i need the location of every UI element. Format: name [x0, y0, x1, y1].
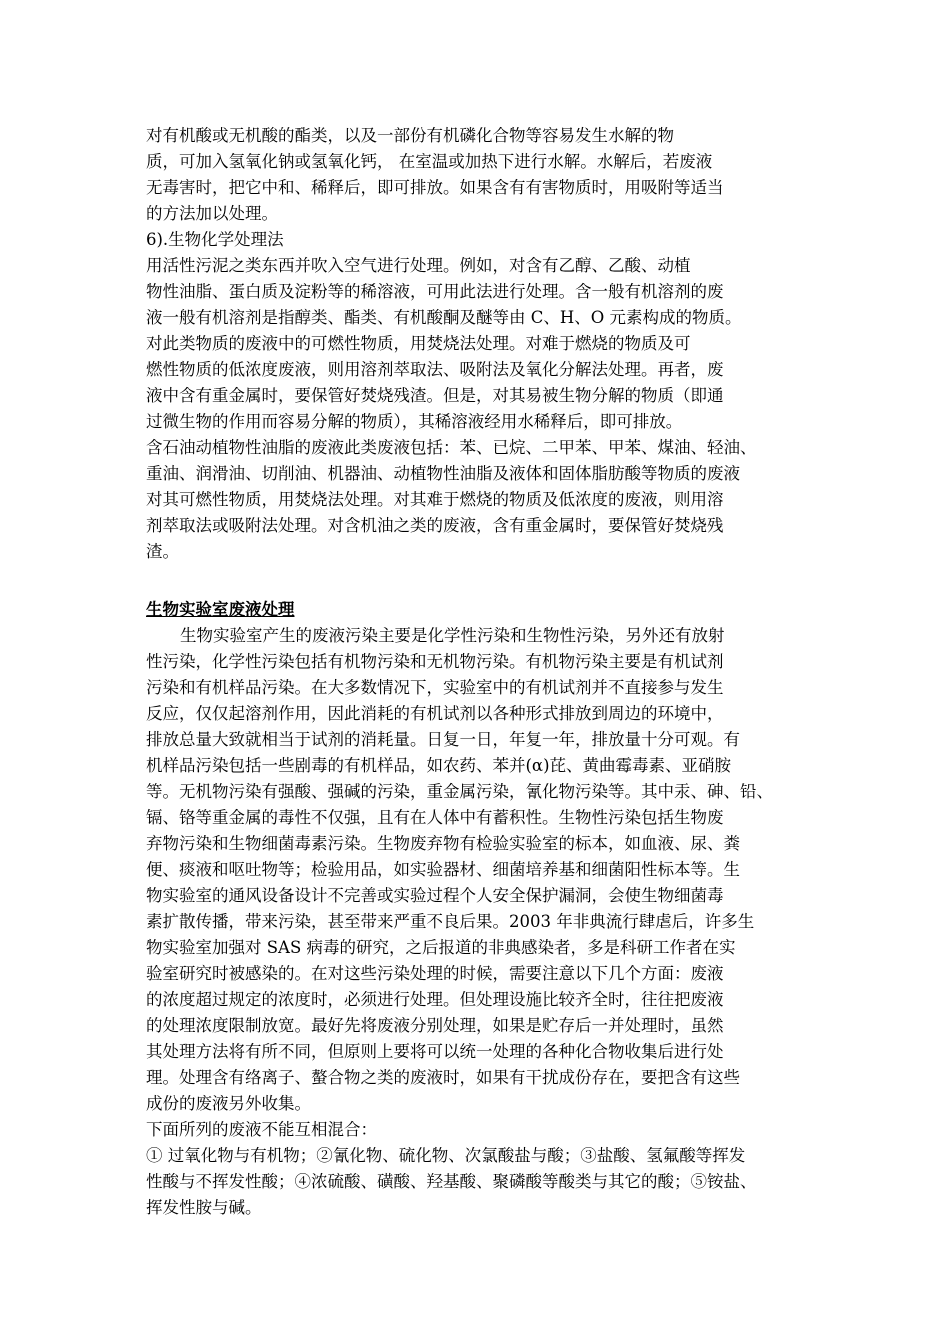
text-line: 燃性物质的低浓度废液，则用溶剂萃取法、吸附法及氧化分解法处理。再者，废: [146, 360, 724, 379]
text-line: 无毒害时，把它中和、稀释后，即可排放。如果含有有害物质时，用吸附等适当: [146, 178, 724, 197]
text-line: 等。无机物污染有强酸、强碱的污染，重金属污染，氰化物污染等。其中汞、砷、铅、: [146, 782, 773, 801]
text-line: 其处理方法将有所不同，但原则上要将可以统一处理的各种化合物收集后进行处: [146, 1042, 724, 1061]
list-line: 挥发性胺与碱。: [146, 1198, 262, 1217]
text-line: 质，可加入氢氧化钠或氢氧化钙， 在室温或加热下进行水解。水解后，若废液: [146, 152, 713, 171]
text-line: 反应，仅仅起溶剂作用，因此消耗的有机试剂以各种形式排放到周边的环境中，: [146, 704, 724, 723]
text-line: 物性油脂、蛋白质及淀粉等的稀溶液，可用此法进行处理。含一般有机溶剂的废: [146, 282, 724, 301]
text-line: 对有机酸或无机酸的酯类，以及一部份有机磷化合物等容易发生水解的物: [146, 126, 674, 145]
list-line: 性酸与不挥发性酸；④浓硫酸、磺酸、羟基酸、聚磷酸等酸类与其它的酸；⑤铵盐、: [146, 1172, 757, 1191]
text-line: 对其可燃性物质，用焚烧法处理。对其难于燃烧的物质及低浓度的废液，则用溶: [146, 490, 724, 509]
text-line: 过微生物的作用而容易分解的物质），其稀溶液经用水稀释后，即可排放。: [146, 412, 683, 431]
list-line: ① 过氧化物与有机物；②氰化物、硫化物、次氯酸盐与酸；③盐酸、氢氟酸等挥发: [146, 1146, 746, 1165]
text-line: 机样品污染包括一些剧毒的有机样品，如农药、苯并(α)芘、黄曲霉毒素、亚硝胺: [146, 756, 732, 775]
text-line: 验室研究时被感染的。在对这些污染处理的时候，需要注意以下几个方面：废液: [146, 964, 724, 983]
text-line: 生物实验室产生的废液污染主要是化学性污染和生物性污染，另外还有放射: [180, 626, 725, 645]
text-line: 便、痰液和呕吐物等；检验用品，如实验器材、细菌培养基和细菌阳性标本等。生: [146, 860, 740, 879]
text-line: 的方法加以处理。: [146, 204, 278, 223]
text-line: 污染和有机样品污染。在大多数情况下，实验室中的有机试剂并不直接参与发生: [146, 678, 724, 697]
text-line: 的处理浓度限制放宽。最好先将废液分别处理，如果是贮存后一并处理时，虽然: [146, 1016, 724, 1035]
text-line: 含石油动植物性油脂的废液此类废液包括：苯、已烷、二甲苯、甲苯、煤油、轻油、: [146, 438, 757, 457]
text-line: 液中含有重金属时，要保管好焚烧残渣。但是，对其易被生物分解的物质（即通: [146, 386, 724, 405]
text-line: 镉、铬等重金属的毒性不仅强，且有在人体中有蓄积性。生物性污染包括生物废: [146, 808, 724, 827]
text-line: 下面所列的废液不能互相混合：: [146, 1120, 377, 1139]
section-title: 生物实验室废液处理: [146, 600, 295, 619]
text-line: 素扩散传播，带来污染，甚至带来严重不良后果。2003 年非典流行肆虐后，许多生: [146, 912, 755, 931]
text-line: 渣。: [146, 542, 179, 561]
text-line: 理。处理含有络离子、螯合物之类的废液时，如果有干扰成份存在，要把含有这些: [146, 1068, 740, 1087]
text-line: 物实验室加强对 SAS 病毒的研究，之后报道的非典感染者，多是科研工作者在实: [146, 938, 736, 957]
text-line: 重油、润滑油、切削油、机器油、动植物性油脂及液体和固体脂肪酸等物质的废液: [146, 464, 740, 483]
text-line: 成份的废液另外收集。: [146, 1094, 311, 1113]
text-line: 对此类物质的废液中的可燃性物质，用焚烧法处理。对难于燃烧的物质及可: [146, 334, 691, 353]
text-line: 的浓度超过规定的浓度时，必须进行处理。但处理设施比较齐全时，往往把废液: [146, 990, 724, 1009]
text-line: 弃物污染和生物细菌毒素污染。生物废弃物有检验实验室的标本，如血液、尿、粪: [146, 834, 740, 853]
text-line: 用活性污泥之类东西并吹入空气进行处理。例如，对含有乙醇、乙酸、动植: [146, 256, 691, 275]
text-line: 剂萃取法或吸附法处理。对含机油之类的废液，含有重金属时，要保管好焚烧残: [146, 516, 724, 535]
subheading-biochemical-treatment: 6).生物化学处理法: [146, 230, 284, 249]
text-line: 性污染，化学性污染包括有机物污染和无机物污染。有机物污染主要是有机试剂: [146, 652, 724, 671]
text-line: 液一般有机溶剂是指醇类、酯类、有机酸酮及醚等由 C、H、O 元素构成的物质。: [146, 308, 742, 327]
text-line: 物实验室的通风设备设计不完善或实验过程个人安全保护漏洞，会使生物细菌毒: [146, 886, 724, 905]
text-line: 排放总量大致就相当于试剂的消耗量。日复一日，年复一年，排放量十分可观。有: [146, 730, 740, 749]
